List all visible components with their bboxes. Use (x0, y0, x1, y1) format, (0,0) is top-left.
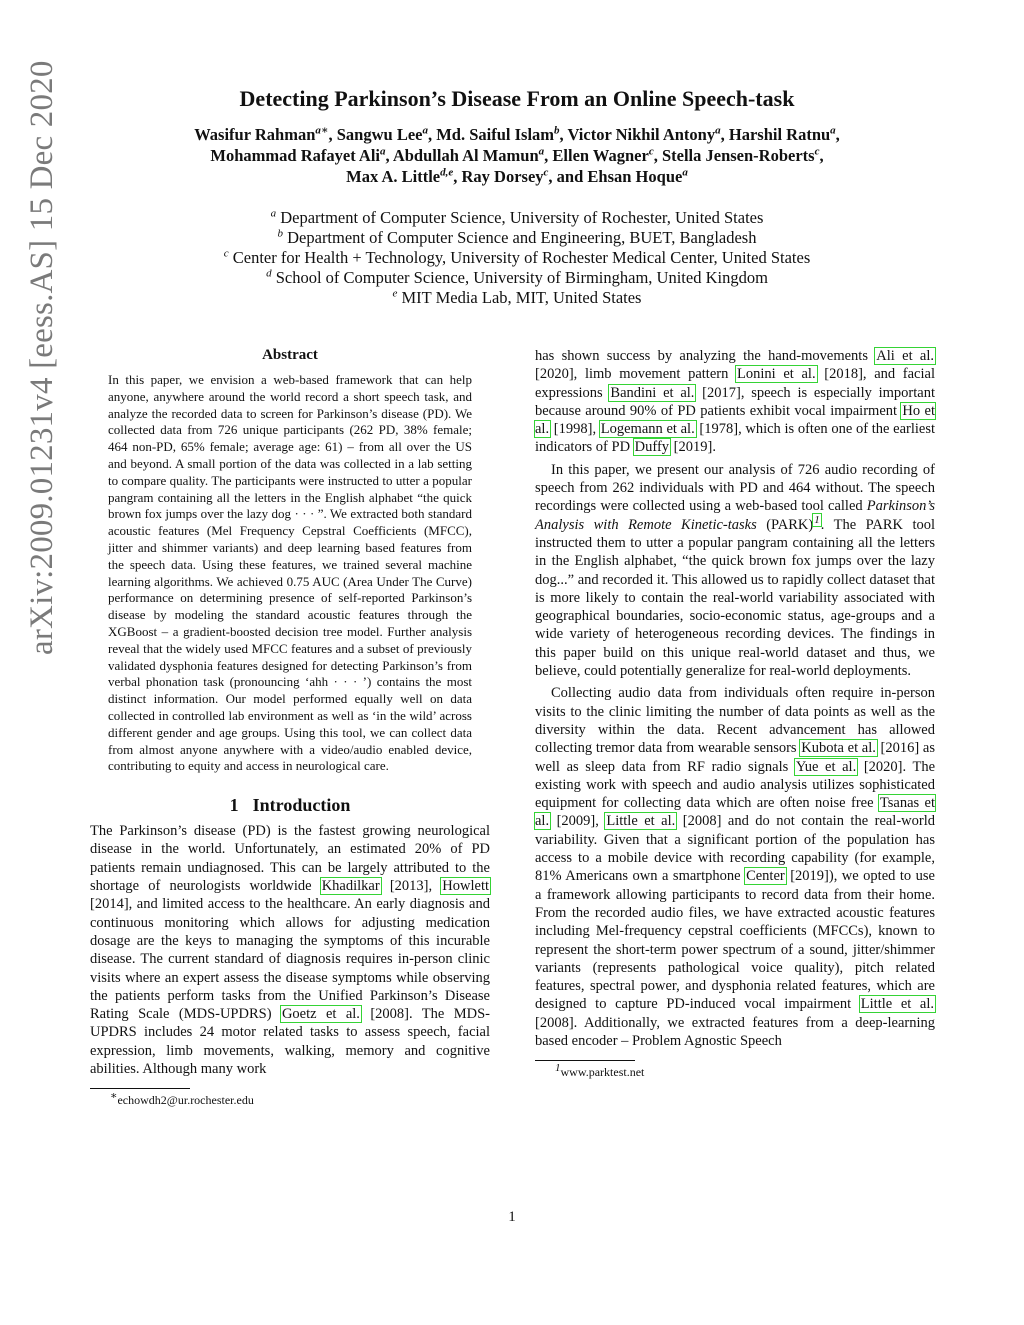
text-run: , and facial expressions (535, 366, 935, 401)
citation-author: Little et al. (860, 996, 934, 1013)
footnote-mark: ∗ (110, 1090, 118, 1103)
citation-year: [2019] (670, 439, 713, 456)
section-number: 1 (229, 795, 239, 816)
text-run: Collecting audio data from individuals often require in-person visits to the clinic limiting the number of data points as well as the diversity within the data. Recent advancement has allowed collecting tremor data from wearable sensors (535, 685, 935, 757)
citation-author: Howlett (442, 878, 489, 895)
citation-author: Center (746, 868, 785, 885)
footnote-link[interactable] (813, 514, 821, 526)
author-name: , and Ehsan Hoque (548, 167, 683, 186)
author-name: , Harshil Ratnu (720, 125, 831, 144)
tool-name: Parkinson’s Analysis with Remote Kinetic-tasks (535, 498, 935, 533)
footnote-ref: 1 (814, 513, 820, 526)
author-affil-mark: a (682, 166, 688, 179)
text-run: , (592, 421, 600, 438)
affiliation-e (90, 288, 944, 308)
author-name: , Ray Dorsey (453, 167, 544, 186)
right-column (535, 347, 935, 1080)
citation-author: Goetz et al. (281, 1006, 360, 1023)
citation-year: [2020] (535, 366, 574, 383)
footnote-email (90, 1090, 490, 1108)
citation-author: Khadilkar (321, 878, 380, 895)
author-line-3 (90, 166, 944, 187)
affiliation-mark: b (277, 227, 283, 240)
text-run: . (712, 439, 716, 456)
footnote-divider (90, 1088, 190, 1089)
citation-year: [2016] (876, 740, 920, 757)
abstract-heading: Abstract (262, 347, 318, 363)
body-paragraph-1 (535, 347, 935, 457)
author-affil-mark: a (380, 145, 386, 158)
citation-author: Ali et al. (876, 348, 934, 364)
affiliation-mark: c (223, 247, 229, 260)
affiliation-list (90, 208, 944, 308)
text-run: . Additionally, we extracted features from a deep-learning based encoder – Problem Agnostic Speech (535, 1014, 935, 1049)
text-run: has shown success by analyzing the hand-movements (535, 348, 876, 364)
citation-author: Yue et al. (795, 758, 857, 775)
citation-author: Tsanas et al. (535, 795, 935, 830)
text-run: , speech is especially important because around 90% of PD patients exhibit vocal impairment (535, 384, 935, 419)
footnote-text: www.parktest.net (560, 1065, 645, 1080)
citation-year: [1978] (695, 421, 739, 438)
affiliation-text: Department of Computer Science, University of Rochester, United States (276, 208, 764, 227)
footnote-url (535, 1062, 935, 1080)
abstract-text: In this paper, we envision a web-based framework that can help anyone, anywhere around the world record a short speech task, and analyze the recorded data to screen for Parkinson’s disease (PD). We collected data from 726 unique participants (262 PD, 38% female; 464 non-PD, 65% female; average age: 61) – from all over the US and beyond. A small portion of the data was collected in a lab setting to compare quality. The participants were instructed to utter a popular pangram containing all the letters in the English alphabet “the quick brown fox jumps over the lazy dog · · · ”. We extracted both standard acoustic features (Mel Frequency Cepstral Coefficients (MFCC), jitter and shimmer variants) and deep learning based features from the speech data. Using these features, we trained several machine learning algorithms. We achieved 0.75 AUC (Area Under The Curve) performance on determining presence of self-reported Parkinson’s disease by modeling the standard acoustic features through the XGBoost – a gradient-boosted decision tree model. Further analysis reveal that the widely used MFCC features and a subset of previously validated dysphonia features designed for detecting Parkinson’s from verbal phonation task (pronouncing ‘ahh · · · ’) contains the most distinct information. Our model performed equally well on data collected in controlled lab environment as well as ‘in the wild’ across different gender and age groups. Using this tool, we can collect data from almost anyone anywhere with a video/audio enabled device, contributing to equity and access in neurological care. (108, 372, 472, 774)
author-separator: , (819, 146, 824, 165)
affiliation-text: School of Computer Science, University of Birmingham, United Kingdom (271, 268, 768, 287)
text-run: . The MDS-UPDRS includes 24 motor related tasks to assess speech, facial expression, limb movements, walking, memory and cognitive abilities. Although many work (90, 1006, 490, 1077)
citation-link[interactable] (745, 868, 786, 884)
citation-year: [2013] (380, 878, 429, 895)
citation-year: [2009] (550, 813, 596, 830)
section-title-text: Introduction (252, 795, 351, 816)
footnote-divider (535, 1060, 635, 1061)
author-name: Max A. Little (346, 167, 441, 186)
author-name: , Victor Nikhil Antony (559, 125, 716, 144)
citation-link[interactable] (634, 439, 670, 455)
author-name: , Ellen Wagner (544, 146, 649, 165)
citation-year: [2019] (785, 868, 829, 885)
author-name: , Md. Saiful Islam (427, 125, 555, 144)
citation-year: [2008] (535, 1014, 574, 1031)
text-run: and do not contain the real-world variability. Given that a significant portion of the population has access to a mobile device with recording capability (for example, 81% Americans own a smartphone (535, 813, 935, 885)
citation-link[interactable] (321, 878, 381, 894)
page-number: 1 (508, 1209, 516, 1225)
citation-author: Logemann et al. (600, 421, 695, 438)
footnote-text: echowdh2@ur.rochester.edu (117, 1093, 254, 1108)
citation-author: Little et al. (606, 813, 676, 830)
text-run: , limb movement pattern (573, 366, 737, 383)
author-affil-mark: d,e (440, 166, 454, 179)
arxiv-identifier: arXiv:2009.01231v4 [eess.AS] 15 Dec 2020 (24, 60, 60, 655)
citation-year: [2017] (695, 384, 741, 401)
author-name: Mohammad Rafayet Ali (210, 146, 380, 165)
citation-link[interactable] (441, 878, 490, 894)
citation-link[interactable] (609, 385, 695, 401)
text-run: , (428, 878, 442, 895)
author-name: Wasifur Rahman (194, 125, 316, 144)
section-heading-introduction (90, 795, 490, 816)
citation-link[interactable] (281, 1006, 361, 1022)
affiliation-b (90, 228, 944, 248)
text-run: ), we opted to use a framework allowing participants to record data from their home. From the recorded audio files, we have extracted acoustic features including Mel-frequency cepstral coefficients (MFCCs), known to represent the short-term power spectrum of a sound, jitter/shimmer variants (represents pathological voice quality), pitch related features, spectral power, and dysphonia related features, which are designed to capture PD-induced vocal impairment (535, 868, 935, 1013)
citation-year: [2008] (360, 1006, 409, 1023)
text-run: . The existing work with speech and audio analysis utilizes sophisticated equipment for collecting data which are often noise free (535, 758, 936, 812)
affiliation-c (90, 248, 944, 268)
author-affil-mark: c (814, 145, 820, 158)
citation-year: [2020] (857, 758, 903, 775)
left-column (90, 347, 490, 1108)
author-affil-mark: a (830, 124, 836, 137)
author-affil-mark: a (715, 124, 721, 137)
author-affil-mark: a (422, 124, 428, 137)
citation-author: Lonini et al. (737, 366, 816, 383)
intro-paragraph (90, 822, 490, 1078)
text-run: , and limited access to the healthcare. An early diagnosis and continuous monitoring which allows for adjusting medication dosage are the keys to managing the symptoms of this incurable disease. The current standard of diagnosis requires in-person clinic visits where an expert assess the disease symptoms while observing the patients perform tasks from the Unified Parkinson’s Disease Rating Scale (MDS-UPDRS) (90, 896, 490, 1023)
text-run: as well as sleep data from RF radio signals (535, 740, 935, 775)
citation-link[interactable] (600, 421, 696, 437)
author-name: , Abdullah Al Mamun (385, 146, 539, 165)
citation-author: Duffy (634, 439, 670, 456)
author-affil-mark: c (543, 166, 549, 179)
citation-author: Bandini et al. (610, 384, 695, 401)
text-run: (PARK) (756, 516, 814, 533)
text-run: In this paper, we present our analysis of 726 audio recording of speech from 262 individuals with PD and 464 without. The speech recordings were collected using a web-based tool called (535, 461, 935, 515)
citation-year: [2014] (90, 896, 129, 913)
citation-link[interactable] (795, 759, 857, 775)
affiliation-text: Center for Health + Technology, University of Rochester Medical Center, United States (228, 248, 811, 267)
author-line-1 (90, 124, 944, 145)
author-name: , Sangwu Lee (328, 125, 423, 144)
author-list (90, 124, 944, 187)
citation-link[interactable] (875, 348, 935, 364)
text-run: . The PARK tool instructed them to utter a popular pangram containing all the letters in the English alphabet, “the quick brown fox jumps over the lazy dog...” and recorded it. This allowed us to rapidly collect dataset that is more likely to contain the real-world variability associated with geographical boundaries, socio-economic status, age-groups and a wide variety of heterogeneous recording devices. The findings in this paper build on this unique real-world dataset and thus, we believe, could potentially generalize for real-world deployments. (535, 516, 936, 680)
citation-link[interactable] (736, 366, 817, 382)
citation-year: [2018] (816, 366, 863, 383)
affiliation-mark: a (270, 207, 277, 220)
citation-link[interactable] (605, 813, 676, 829)
author-affil-mark: c (648, 145, 654, 158)
affiliation-mark: e (392, 287, 398, 300)
author-separator: , (835, 125, 840, 144)
affiliation-mark: d (266, 267, 272, 280)
citation-link[interactable] (860, 996, 935, 1012)
affiliation-a (90, 208, 944, 228)
footnote-mark: 1 (555, 1062, 561, 1075)
author-affil-mark: b (554, 124, 560, 137)
affiliation-text: Department of Computer Science and Engineering, BUET, Bangladesh (283, 228, 757, 247)
citation-author: Kubota et al. (801, 740, 876, 757)
text-run: The Parkinson’s disease (PD) is the fastest growing neurological disease in the world. Unfortunately, an estimated 20% of PD patients remain undiagnosed. This can be largely attributed to the shortage of neurologists worldwide (90, 823, 490, 895)
paper-title: Detecting Parkinson’s Disease From an Online Speech-task (239, 86, 795, 111)
body-paragraph-2 (535, 461, 935, 681)
author-affil-mark: a∗ (315, 124, 329, 137)
affiliation-text: MIT Media Lab, MIT, United States (397, 288, 642, 307)
text-run: , which is often one of the earliest indicators of PD (535, 421, 935, 456)
author-line-2 (90, 145, 944, 166)
affiliation-d (90, 268, 944, 288)
text-run: , (595, 813, 606, 830)
author-affil-mark: a (538, 145, 545, 158)
body-paragraph-3 (535, 684, 935, 1050)
citation-year: [2008] (676, 813, 722, 830)
citation-year: [1998] (550, 421, 593, 438)
author-name: , Stella Jensen-Roberts (653, 146, 815, 165)
citation-author: Ho et al. (535, 402, 935, 438)
citation-link[interactable] (800, 740, 877, 756)
